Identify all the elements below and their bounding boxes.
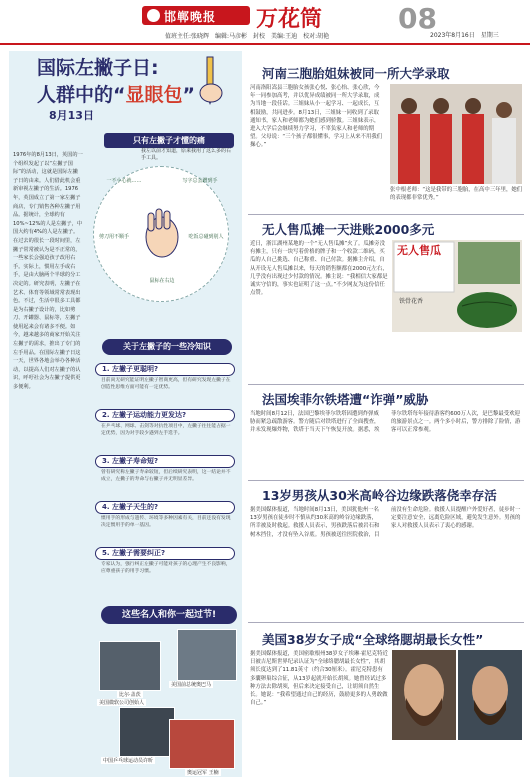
trivia-question: 5. 左撇子需要纠正? xyxy=(95,547,235,560)
pain-point-label: 写字总会蹭到手 xyxy=(182,178,218,184)
feature-header xyxy=(9,51,242,131)
photo-caption: 奥运冠军 王楠 xyxy=(187,770,219,776)
photo-caption: 中国乒乓球运动员许昕 xyxy=(103,758,154,764)
title-part: 人群中的“ xyxy=(37,84,126,106)
article-body: 当地时间8月12日，法国巴黎埃菲尔铁塔因遭到炸弹威胁而紧急疏散游客。警方随后对铁塔进行了全面搜查，并未发现爆炸物，铁塔于当天下午恢复开放。据悉，埃菲尔铁塔每年接待游客约600万人次，是巴黎最受欢迎的旅游景点之一。两个多小时后，警方排除了险情，游客可以正常参观。 xyxy=(250,411,521,434)
article-body: 河南洛阳嵩县三胞胎女孩张心悦、张心怡、张心欣，今年一同参加高考，并以优异成绩被同一所大学录取，成为当地一段佳话。三姐妹从小一起学习、一起成长，互相鼓励，共同进步。8月13日，三姐妹一同收到了录取通知书，家人和老师都为她们感到骄傲。三姐妹表示，进入大学后会继续努力学习，不辜负家人和老师的期望。父母说：“三个孩子都很懂事，学习上从来不用我们操心。” xyxy=(250,85,383,149)
left-feature-panel xyxy=(9,51,242,777)
article-headline: 法国埃菲尔铁塔遭“诈弹”威胁 xyxy=(262,392,429,407)
pain-points-caption: 我左以前才知道，原来我用了这么多的右手工具。 xyxy=(141,148,232,161)
stall-sign: 无人售瓜 xyxy=(397,244,441,257)
left-hand-illustration xyxy=(138,207,186,263)
masthead xyxy=(0,0,530,45)
article-body-continued xyxy=(392,742,522,778)
trivia-question: 3. 左撇子寿命短? xyxy=(95,455,235,468)
title-highlight: 显眼包 xyxy=(125,84,183,106)
trivia-answer: 在乒乓球、网球、击剑等对抗性项目中，左撇子往往能占据一定优势，因为对手较少遇到左手选手。 xyxy=(101,424,231,436)
feature-title-line1: 国际左撇子日: xyxy=(37,57,159,79)
article-headline: 河南三胞胎姐妹被同一所大学录取 xyxy=(262,66,450,81)
title-part: ” xyxy=(182,84,196,106)
trivia-question: 2. 左撇子运动能力更发达? xyxy=(95,409,235,422)
article-divider xyxy=(248,214,524,215)
celebrity-photo xyxy=(99,641,161,691)
photo-caption: 张中根老师：“这是我带的三胞胎，在高中三年里，她们的表现都非常优秀。” xyxy=(390,187,523,202)
trivia-answer: 曾有研究称左撇子寿命较短，但后续研究表明，这一结论并不成立，左撇子的寿命与右撇子并无明显差异。 xyxy=(101,470,231,482)
pencil-hand-icon xyxy=(195,55,227,115)
article-headline: 美国38岁女子成“全球络腮胡最长女性” xyxy=(262,632,484,647)
article-divider xyxy=(248,480,524,481)
section-title: 万花筒 xyxy=(256,6,323,32)
pain-points-illustration xyxy=(93,166,229,302)
photo-caption: 美国前总统奥巴马 xyxy=(171,682,212,688)
article-headline: 无人售瓜摊一天进账2000多元 xyxy=(262,222,435,237)
article-body: 据美国媒体报道，美国密歇根州38岁女子埃琳·霍尼克特近日被吉尼斯世界纪录认证为“全球络腮胡最长女性”，其胡须长度达到了11.81英寸（约合30厘米）。霍尼克特患有多囊卵巢综合征，从13岁起就开始长胡须。她曾经试过多种方法去除胡须，但后来决定接受自己，让胡须自然生长。她说：“我希望通过自己的经历，鼓励更多的人勇敢做自己。” xyxy=(250,651,388,707)
logo-text: 邯郸晚报 xyxy=(164,10,217,24)
editor-credits: 值班主任:张晓辉 编辑:马彦彬 封校 美编:王迪 校对:胡艳 xyxy=(165,33,330,40)
trivia-answer: 惯用手的形成与遗传、环境等多种因素有关，目前还没有发现决定惯用手的单一基因。 xyxy=(101,516,231,528)
feature-title-line2 xyxy=(37,80,195,107)
article-divider xyxy=(248,622,524,623)
pain-points-banner: 只有左撇子才懂的痛 xyxy=(104,133,234,148)
pain-point-label: 剪刀用不顺手 xyxy=(98,234,129,240)
photo-caption: 美国微软公司创始人 xyxy=(99,700,145,706)
pain-point-label: 一不小心就…… xyxy=(106,178,142,184)
pain-point-label: 吃饭总碰到别人 xyxy=(188,234,224,240)
article-body: 据美国媒体报道，当地时间8月13日，美国犹他州一名13岁男孩在徒步时不慎从约30米高的岭谷边缘跌落，所幸被及时救起。救援人员表示，男孩跌落后被岩石和树木挡住，才没有坠入谷底。男孩被送往医院救治，目前没有生命危险。救援人员提醒户外爱好者，徒步时一定要注意安全，远离危险区域，避免发生意外。男孩的家人对救援人员表示了衷心的感谢。 xyxy=(250,507,521,538)
celebrities-banner: 这些名人和你一起过节! xyxy=(101,606,237,624)
pain-point-label: 鼠标在右边 xyxy=(149,278,175,284)
trivia-banner: 关于左撇子的一些冷知识 xyxy=(102,339,232,355)
feature-date: 8月13日 xyxy=(49,109,94,122)
celebrity-photo xyxy=(177,629,237,681)
page-number: 08 xyxy=(398,2,437,35)
photo-caption: 比尔·盖茨 xyxy=(119,692,141,698)
logo-icon xyxy=(147,9,160,22)
trivia-answer: 专家认为，强行纠正左撇子可能对孩子的心理产生不良影响，应尊重孩子的用手习惯。 xyxy=(101,562,231,574)
article-body: 近日，浙江湖州某地的一个“无人售瓜摊”火了。瓜摊旁没有摊主，只有一块写着价格的牌子和一个收款二维码，买瓜的人自己挑选、自己称重、自己付款。据摊主介绍，自从开设无人售瓜摊以来，每天的销售额都在2000元左右，几乎没有出现过少付款的情况。摊主说：“我相信大家都是诚实守信的，事实也证明了这一点。”不少网友为这份信任点赞。 xyxy=(250,241,388,297)
stall-sign-sub: 铁骨花香 xyxy=(399,298,424,305)
celebrity-photo xyxy=(119,707,175,757)
intro-text: 1976年的8月13日，英国的一个组织发起了以“左撇子国际”的活动，这就是国际左撇子日的由来。人们借此机会重新审视左撇子的生活。1976年，英国成立了第一家左撇子商店，专门销售各种左撇子用品。据统计，全球约有10%~12%的人是左撇子，中国大约有4%的人是左撇子。在过去的很长一段时间里，左撇子常常被认为是不正常的，一些家长会强迫孩子改用右手。实际上，惯用左手或右手，是由大脑两个半球的分工决定的。研究表明，左撇子在艺术、体育等领域常常表现出色。不过，生活中很多工具都是为右撇子设计的，比如剪刀、开罐器、鼠标等，左撇子使用起来会有诸多不便。如今，越来越多的商家开始关注左撇子的需求，推出了专门的左手用品。在国际左撇子日这一天，世界各地会举办各种活动，以提高人们对左撇子的认识，呼吁社会为左撇子提供更多便利。 xyxy=(13,152,83,391)
newspaper-logo xyxy=(142,6,250,25)
article-divider xyxy=(248,384,524,385)
issue-date: 2023年8月16日 星期三 xyxy=(430,32,499,39)
trivia-answer: 目前尚无研究能证明左撇子智商更高，但有研究发现左撇子在创造性思维方面可能有一定优势。 xyxy=(101,378,231,390)
article-headline: 13岁男孩从30米高岭谷边缘跌落侥幸存活 xyxy=(262,488,497,503)
trivia-question: 1. 左撇子更聪明? xyxy=(95,363,235,376)
triplets-photo xyxy=(390,84,522,184)
trivia-question: 4. 左撇子天生的? xyxy=(95,501,235,514)
bearded-woman-photo xyxy=(392,650,522,740)
celebrity-photo xyxy=(169,719,235,769)
